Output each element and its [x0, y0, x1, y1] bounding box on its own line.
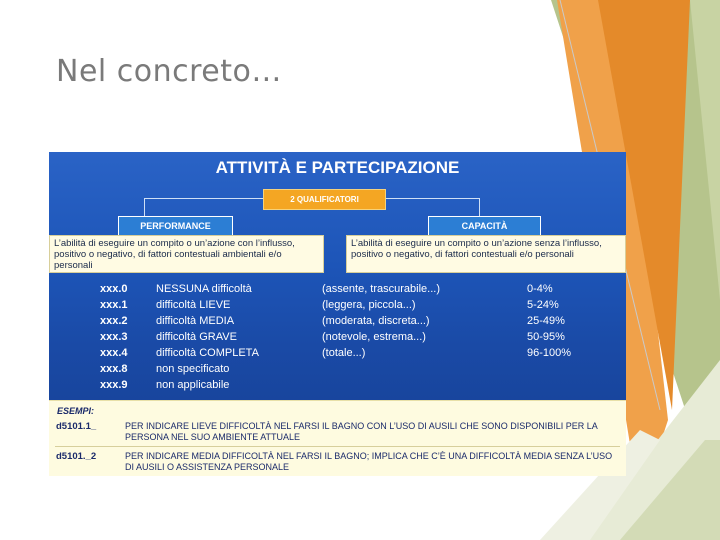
- performance-header: PERFORMANCE: [118, 216, 233, 236]
- qualifier-code: xxx.4: [100, 347, 128, 359]
- qualifier-percentage: 5-24%: [527, 299, 559, 311]
- qualifier-row: [49, 283, 626, 299]
- capacity-header: CAPACITÀ: [428, 216, 541, 236]
- qualifier-note: (assente, trascurabile...): [322, 283, 440, 295]
- qualifier-description: difficoltà COMPLETA: [156, 347, 259, 359]
- qualifier-code: xxx.3: [100, 331, 128, 343]
- example-text: PER INDICARE LIEVE DIFFICOLTÀ NEL FARSI IL BAGNO CON L’USO DI AUSILI CHE SONO DISPONIBILI PER LA PERSONA NEL SUO AMBIENTE ATTUALE: [125, 421, 598, 442]
- qualifier-description: difficoltà GRAVE: [156, 331, 237, 343]
- qualifier-description: non applicabile: [156, 379, 230, 391]
- examples-divider: [55, 446, 620, 447]
- qualifier-row: [49, 347, 626, 363]
- qualifier-code: xxx.8: [100, 363, 128, 375]
- qualifier-note: (moderata, discreta...): [322, 315, 430, 327]
- examples-heading: ESEMPI:: [57, 406, 95, 416]
- example-code: d5101.1_: [56, 421, 97, 432]
- qualifier-code: xxx.2: [100, 315, 128, 327]
- qualifier-percentage: 25-49%: [527, 315, 565, 327]
- qualifier-description: difficoltà MEDIA: [156, 315, 235, 327]
- slide-title: Nel concreto…: [56, 54, 282, 89]
- right-connector: [385, 198, 480, 217]
- qualifier-row: [49, 363, 626, 379]
- performance-description: L’abilità di eseguire un compito o un’azione con l’influsso, positivo o negativo, di fattori contestuali ambientali e/o personali: [49, 235, 324, 273]
- panel-title: ATTIVITÀ E PARTECIPAZIONE: [215, 158, 460, 177]
- qualifier-code: xxx.9: [100, 379, 128, 391]
- qualifier-description: non specificato: [156, 363, 230, 375]
- qualifier-row: [49, 299, 626, 315]
- icf-activities-panel: [49, 152, 626, 476]
- example-code: d5101._2: [56, 451, 97, 462]
- qualifier-percentage: 0-4%: [527, 283, 553, 295]
- qualifier-code: xxx.0: [100, 283, 128, 295]
- examples-box: [49, 400, 626, 476]
- qualifier-note: (leggera, piccola...): [322, 299, 416, 311]
- qualifier-code: xxx.1: [100, 299, 128, 311]
- qualifier-row: [49, 379, 626, 395]
- qualifier-row: [49, 331, 626, 347]
- capacity-description: L’abilità di eseguire un compito o un’azione senza l’influsso, positivo o negativo, di fattori contestuali e/o personali: [346, 235, 626, 273]
- qualifier-description: NESSUNA difficoltà: [156, 283, 252, 295]
- left-connector: [144, 198, 264, 217]
- qualifier-note: (notevole, estrema...): [322, 331, 426, 343]
- qualifier-description: difficoltà LIEVE: [156, 299, 231, 311]
- qualifier-note: (totale...): [322, 347, 366, 359]
- qualifier-percentage: 96-100%: [527, 347, 572, 359]
- example-text: PER INDICARE MEDIA DIFFICOLTÀ NEL FARSI IL BAGNO; IMPLICA CHE C’È UNA DIFFICOLTÀ MEDIA SENZA L’USO DI AUSILI O ASSISTENZA PERSONALE: [125, 451, 613, 472]
- qualifiers-badge: 2 QUALIFICATORI: [263, 189, 386, 210]
- qualifier-row: [49, 315, 626, 331]
- qualifier-percentage: 50-95%: [527, 331, 565, 343]
